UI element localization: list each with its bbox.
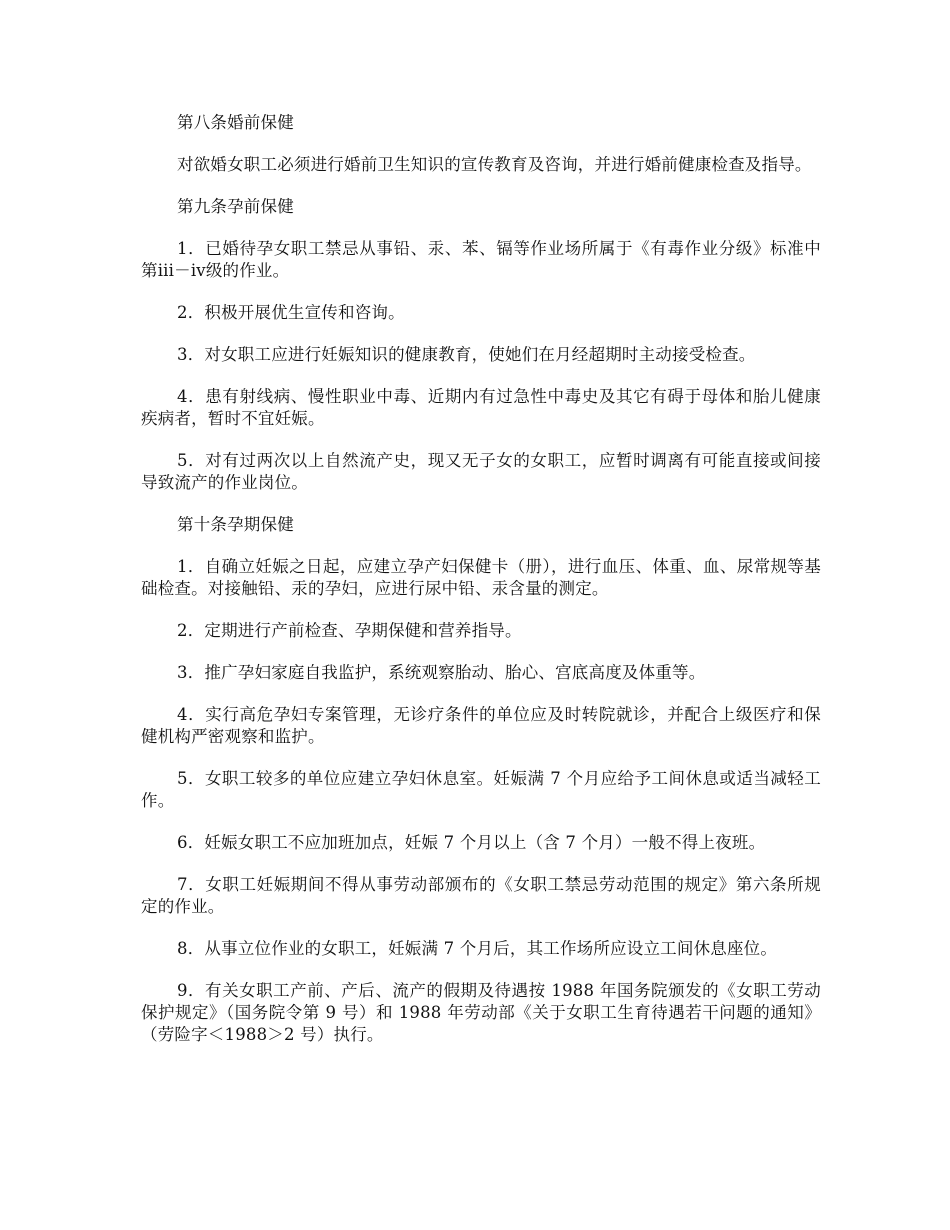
- article-10-item-2: 2．定期进行产前检查、孕期保健和营养指导。: [177, 621, 522, 640]
- article-10-item-1: 1．自确立妊娠之日起，应建立孕产妇保健卡（册），进行血压、体重、血、尿常规等基础检查。对接触铅、汞的孕妇，应进行尿中铅、汞含量的测定。: [141, 557, 821, 598]
- article-10-item-3: 3．推广孕妇家庭自我监护，系统观察胎动、胎心、宫底高度及体重等。: [177, 663, 706, 682]
- article-10-item-7: 7．女职工妊娠期间不得从事劳动部颁布的《女职工禁忌劳动范围的规定》第六条所规定的作业。: [141, 875, 821, 916]
- article-9-item-4: 4．患有射线病、慢性职业中毒、近期内有过急性中毒史及其它有碍于母体和胎儿健康疾病者，暂时不宜妊娠。: [141, 387, 821, 428]
- article-10-item-6: 6．妊娠女职工不应加班加点，妊娠 7 个月以上（含 7 个月）一般不得上夜班。: [177, 833, 766, 852]
- document-page: [141, 112, 821, 1066]
- article-9-item-2: 2．积极开展优生宣传和咨询。: [177, 303, 405, 322]
- article-10-item-8: 8．从事立位作业的女职工，妊娠满 7 个月后，其工作场所应设立工间休息座位。: [177, 939, 778, 958]
- article-9-heading: 第九条孕前保健: [177, 197, 294, 216]
- article-10-item-4: 4．实行高危孕妇专案管理，无诊疗条件的单位应及时转院就诊，并配合上级医疗和保健机构严密观察和监护。: [141, 705, 821, 746]
- article-10-item-5: 5．女职工较多的单位应建立孕妇休息室。妊娠满 7 个月应给予工间休息或适当减轻工作。: [141, 769, 821, 810]
- article-10-heading: 第十条孕期保健: [177, 515, 294, 534]
- article-8-body: 对欲婚女职工必须进行婚前卫生知识的宣传教育及咨询，并进行婚前健康检查及指导。: [177, 155, 812, 174]
- article-9-item-3: 3．对女职工应进行妊娠知识的健康教育，使她们在月经超期时主动接受检查。: [177, 345, 756, 364]
- article-9-item-1: 1．已婚待孕女职工禁忌从事铅、汞、苯、镉等作业场所属于《有毒作业分级》标准中第iii－iv级的作业。: [141, 239, 821, 280]
- article-8-heading: 第八条婚前保健: [177, 113, 294, 132]
- article-10-item-9: 9．有关女职工产前、产后、流产的假期及待遇按 1988 年国务院颁发的《女职工劳动保护规定》（国务院令第 9 号）和 1988 年劳动部《关于女职工生育待遇若干问题的通知》（劳险字＜1988＞2 号）执行。: [141, 981, 821, 1044]
- article-9-item-5: 5．对有过两次以上自然流产史，现又无子女的女职工，应暂时调离有可能直接或间接导致流产的作业岗位。: [141, 451, 821, 492]
